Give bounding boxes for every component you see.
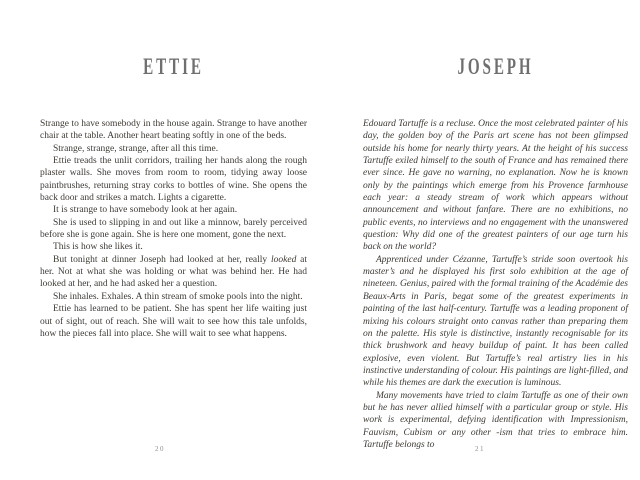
right-page-body [363, 118, 628, 451]
left-page-body [40, 118, 307, 340]
paragraph: She inhales. Exhales. A thin stream of smoke pools into the night. [53, 291, 303, 302]
paragraph: But tonight at dinner Joseph had looked at her, really looked at her. Not at what she was holding or what was behind her. He had looked at her, and he had asked her a question. [40, 254, 308, 290]
paragraph: She is used to slipping in and out like a minnow, barely perceived before she is gone again. She is here one moment, gone the next. [40, 217, 307, 241]
paragraph: Strange, strange, strange, after all this time. [53, 143, 219, 154]
paragraph: Ettie treads the unlit corridors, trailing her hands along the rough plaster walls. She moves from room to room, tidying away loose paintbrushes, returning stray corks to bottles of wine. She opens the back door and strikes a match. Lights a cigarette. [40, 156, 307, 204]
right-page-number: 21 [475, 445, 485, 453]
paragraph: Strange to have somebody in the house again. Strange to have another chair at the table. Another heart beating softly in one of the beds. [40, 119, 307, 142]
right-page [320, 0, 640, 480]
left-chapter-heading: ETTIE [143, 52, 204, 80]
paragraph: Apprenticed under Cézanne, Tartuffe’s stride soon overtook his master’s and he displayed his first solo exhibition at the age of nineteen. Genius, paired with the formal training of the Académie des Beaux-Arts in Paris, begat some of the greatest experiments in painting of the last half-century. Tartuffe was a leading proponent of mixing his colours straight onto canvas rather than preparing them on the palette. His style is distinctive, instantly recognisable for its thick brushwork and heavy buildup of paint. It has been called explosive, even violent. But Tartuffe’s real artistry lies in his instinctive understanding of colour. His paintings are light-filled, and while his themes are dark the execution is luminous. [363, 254, 628, 389]
paragraph: Edouard Tartuffe is a recluse. Once the most celebrated painter of his day, the golden boy of the Paris art scene has not been glimpsed outside his home for nearly thirty years. At the height of his success Tartuffe exiled himself to the south of France and has remained there ever since. He gave no warning, no explanation. Now he is known only by the paintings which emerge from his Provence farmhouse each year: a steady stream of work which appears without announcement and without fanfare. There are no exhibitions, no public events, no interviews and no engagement with the unanswered question: Why did one of the greatest painters of our age turn his back on the world? [363, 119, 628, 253]
paragraph: This is how she likes it. [53, 242, 143, 253]
right-chapter-heading: JOSEPH [457, 52, 534, 80]
paragraph: Ettie has learned to be patient. She has spent her life waiting just out of sight, out of reach. She will wait to see how this tale unfolds, how the pieces fall into place. She will wait to see what happens. [40, 304, 307, 339]
paragraph: Many movements have tried to claim Tartuffe as one of their own but he has never allied himself with a particular group or style. His work is experimental, defying identification with Impressionism, Fauvism, Cubism or any other -ism that tries to embrace him. Tartuffe belongs to [363, 390, 628, 450]
paragraph: It is strange to have somebody look at her again. [53, 205, 238, 216]
left-page-number: 20 [155, 445, 165, 453]
